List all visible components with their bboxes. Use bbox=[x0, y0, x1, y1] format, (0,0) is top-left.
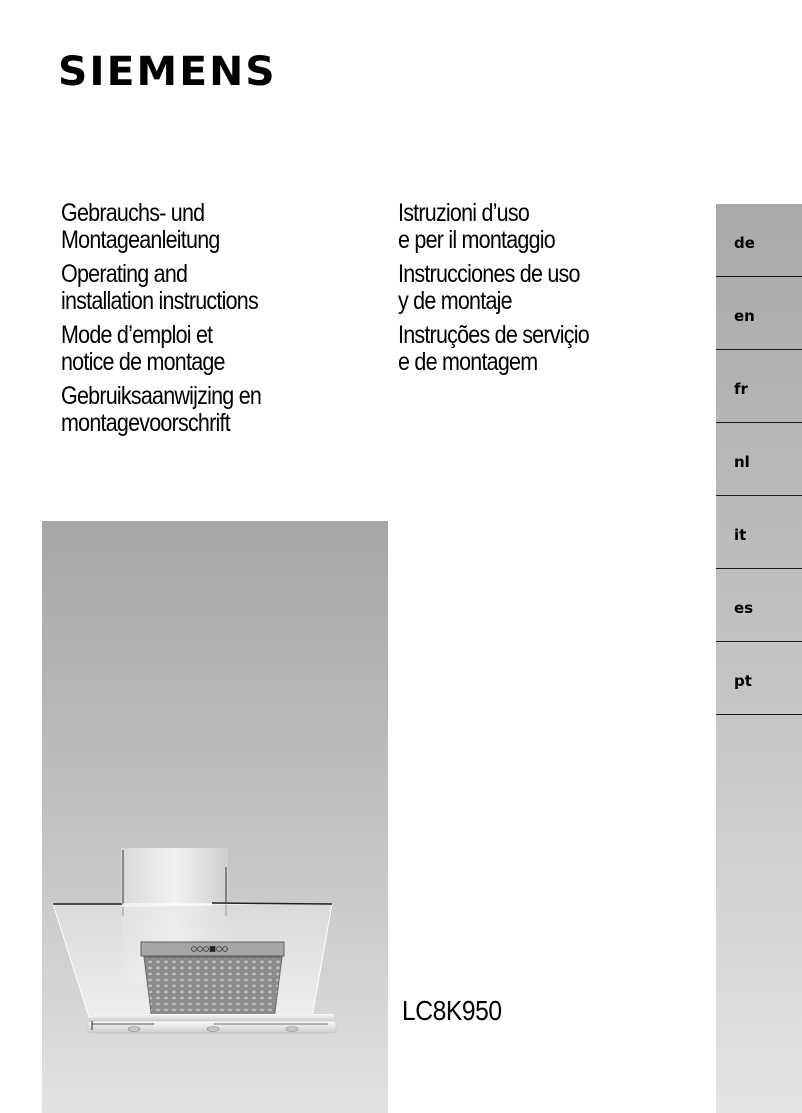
title-line: e de montagem bbox=[398, 348, 538, 376]
title-de bbox=[61, 200, 294, 254]
language-tab-it[interactable] bbox=[716, 496, 802, 569]
title-line: Gebrauchs- und bbox=[61, 199, 205, 227]
title-line: Montageanleitung bbox=[61, 226, 220, 254]
title-nl bbox=[61, 383, 294, 437]
title-en bbox=[61, 261, 294, 315]
product-image-panel bbox=[42, 521, 388, 1113]
language-tab-pt[interactable] bbox=[716, 642, 802, 715]
tab-label: fr bbox=[734, 380, 748, 398]
title-line: y de montaje bbox=[398, 287, 512, 315]
tab-label: nl bbox=[734, 453, 750, 471]
language-tab-es[interactable] bbox=[716, 569, 802, 642]
titles-right-column bbox=[398, 200, 620, 383]
tab-label: de bbox=[734, 234, 755, 252]
title-line: montagevoorschrift bbox=[61, 409, 230, 437]
language-tab-strip bbox=[716, 204, 802, 1113]
title-it bbox=[398, 200, 620, 254]
title-line: Instrucciones de uso bbox=[398, 260, 580, 288]
language-tab-en[interactable] bbox=[716, 277, 802, 350]
title-line: e per il montaggio bbox=[398, 226, 555, 254]
tab-label: pt bbox=[734, 672, 752, 690]
title-fr bbox=[61, 322, 294, 376]
model-number: LC8K950 bbox=[402, 995, 502, 1026]
title-pt bbox=[398, 322, 620, 376]
siemens-logo: SIEMENS bbox=[58, 49, 277, 95]
title-line: Instruções de serviçio bbox=[398, 321, 589, 349]
language-tab-fr[interactable] bbox=[716, 350, 802, 423]
titles-left-column bbox=[61, 200, 294, 444]
title-line: Operating and bbox=[61, 260, 188, 288]
tab-label: it bbox=[734, 526, 747, 544]
tab-label: en bbox=[734, 307, 755, 325]
title-line: Gebruiksaanwijzing en bbox=[61, 382, 262, 410]
tab-label: es bbox=[734, 599, 754, 617]
language-tab-de[interactable] bbox=[716, 204, 802, 277]
title-line: notice de montage bbox=[61, 348, 225, 376]
title-line: installation instructions bbox=[61, 287, 258, 315]
title-line: Mode d’emploi et bbox=[61, 321, 213, 349]
title-line: Istruzioni d’uso bbox=[398, 199, 530, 227]
title-es bbox=[398, 261, 620, 315]
cooker-hood-illustration bbox=[42, 521, 388, 1113]
language-tab-nl[interactable] bbox=[716, 423, 802, 496]
